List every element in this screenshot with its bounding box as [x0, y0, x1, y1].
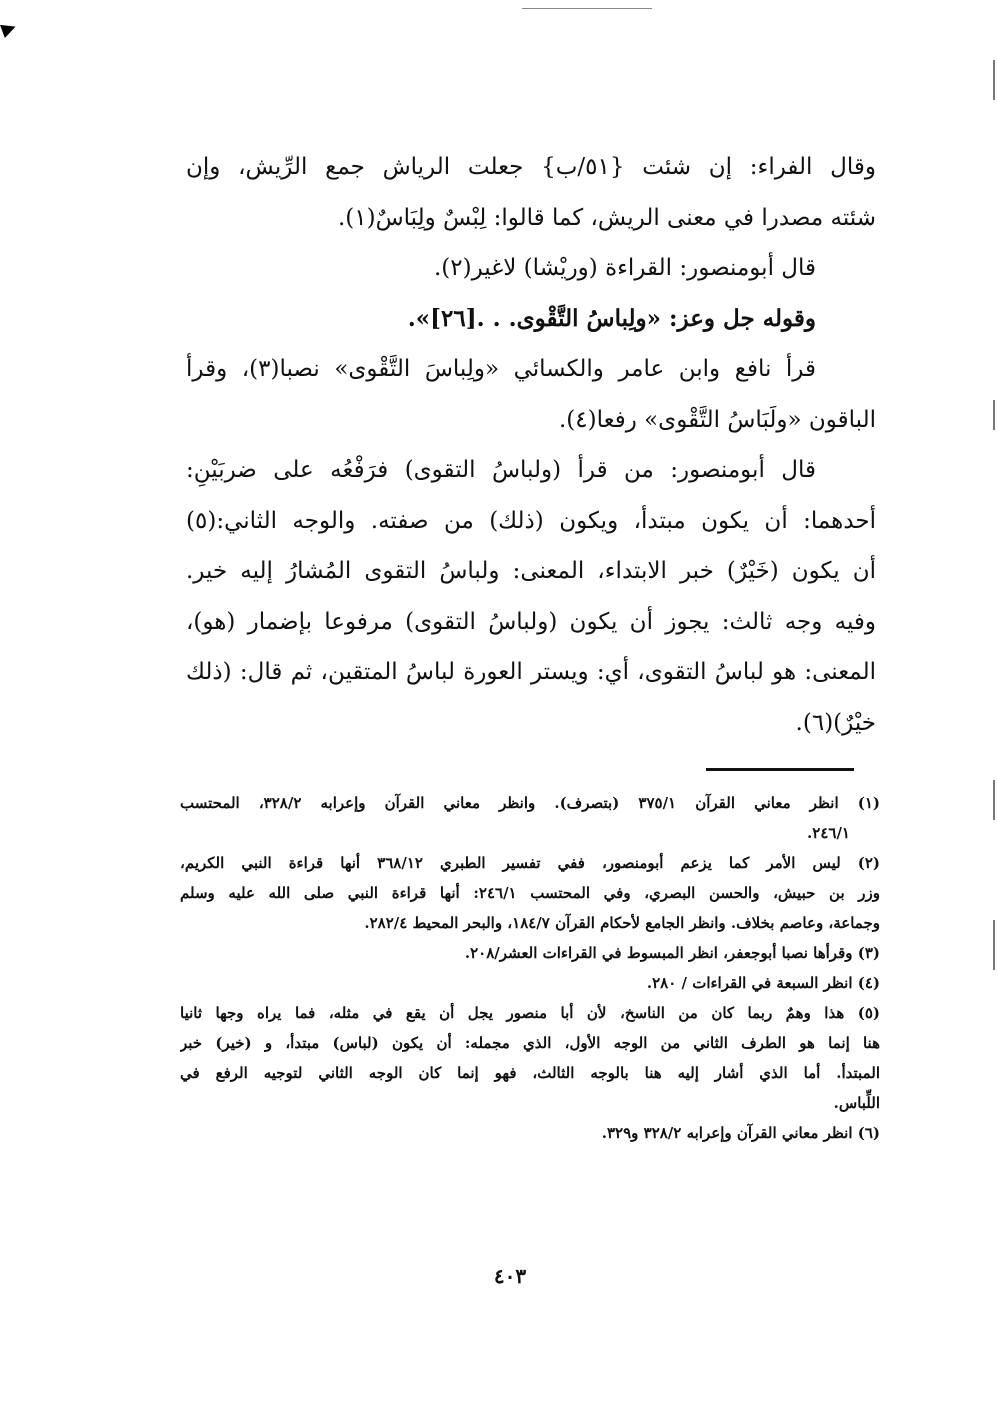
footnote-line: (٥) هذا وهمٌ ربما كان من الناسخ، لأن أبا منصور يجل أن يقع في مثله، فما يراه وجها ثانيا	[180, 1004, 880, 1022]
scan-edge-mark	[993, 780, 995, 820]
footnote-line: (٤) انظر السبعة في القراءات / ٢٨٠.	[646, 974, 880, 992]
body-line-6: الباقون «ولَبَاسُ التَّقْوى» رفعا(٤).	[558, 406, 876, 433]
body-line-5: قرأ نافع وابن عامر والكسائي «ولِباسَ التَّقْوى» نصبا(٣)، وقرأ	[186, 356, 816, 382]
body-line-8: أحدهما: أن يكون مبتدأ، ويكون (ذلك) من صفته. والوجه الثاني:(٥)	[186, 507, 876, 534]
scan-edge-mark	[993, 400, 995, 430]
footnote-line: هنا إنما هو الطرف الثاني من الوجه الأول، الذي مجمله: أن يكون (لباس) مبتدأ، و (خير) خبر	[180, 1034, 880, 1052]
scan-edge-mark	[993, 60, 995, 100]
body-line-2: شئته مصدرا في معنى الريش، كما قالوا: لِبْسٌ ولِبَاسٌ(١).	[337, 204, 876, 231]
footnote-line: (٣) وقرأها نصبا أبوجعفر، انظر المبسوط في القراءات العشر/٢٠٨.	[464, 944, 880, 962]
footnote-line: (١) انظر معاني القرآن ٣٧٥/١ (بتصرف). وانظر معاني القرآن وإعرابه ٣٢٨/٢، المحتسب	[180, 794, 880, 812]
body-line-7: قال أبومنصور: من قرأ (ولباسُ التقوى) فرَفْعُه على ضربَيْنِ:	[186, 457, 816, 483]
footnote-line: اللِّباس.	[833, 1094, 880, 1112]
footnote-line: وزر بن حبيش، والحسن البصري، وفي المحتسب ٢٤٦/١: أنها قراءة النبي صلى الله عليه وسلم	[180, 884, 880, 902]
body-line-9: أن يكون (خَيْرٌ) خبر الابتداء، المعنى: ولباسُ التقوى المُشارُ إليه خير.	[186, 558, 876, 584]
footnotes	[180, 788, 880, 1148]
main-text	[186, 142, 876, 748]
footnote-line: وجماعة، وعاصم بخلاف. وانظر الجامع لأحكام القرآن ١٨٤/٧، والبحر المحيط ٢٨٢/٤.	[364, 914, 880, 932]
body-line-3: قال أبومنصور: القراءة (وريْشا) لاغير(٢).	[433, 255, 816, 281]
top-edge-rule	[522, 8, 652, 9]
body-line-11: المعنى: هو لباسُ التقوى، أي: ويستر العورة لباسُ المتقين، ثم قال: (ذلك	[186, 659, 876, 685]
body-line-10: وفيه وجه ثالث: يجوز أن يكون (ولباسُ التقوى) مرفوعا بإضمار (هو)،	[186, 608, 876, 635]
body-line-12: خيْرٌ)(٦).	[795, 709, 876, 736]
page-number: ٤٠٣	[493, 1264, 527, 1288]
body-line-4: وقوله جل وعز: «ولِباسُ التَّقْوى. . .[٢٦]».	[407, 304, 816, 332]
footnote-line: المبتدأ. أما الذي أشار إليه هنا بالوجه الثالث، فهو إنما كان الوجه الثاني لتوجيه الرفع في	[180, 1064, 880, 1082]
scan-corner-mark	[0, 20, 18, 38]
scan-edge-mark	[993, 920, 995, 970]
footnote-line: ٢٤٦/١.	[807, 824, 850, 842]
body-line-1: وقال الفراء: إن شئت {٥١/ب} جعلت الرياش جمع الرِّيش، وإن	[186, 154, 876, 180]
footnote-separator	[706, 768, 854, 771]
footnote-line: (٢) ليس الأمر كما يزعم أبومنصور، ففي تفسير الطبري ٣٦٨/١٢ أنها قراءة النبي الكريم،	[180, 854, 880, 872]
footnote-line: (٦) انظر معاني القرآن وإعرابه ٣٢٨/٢ و٣٢٩.	[601, 1124, 880, 1142]
